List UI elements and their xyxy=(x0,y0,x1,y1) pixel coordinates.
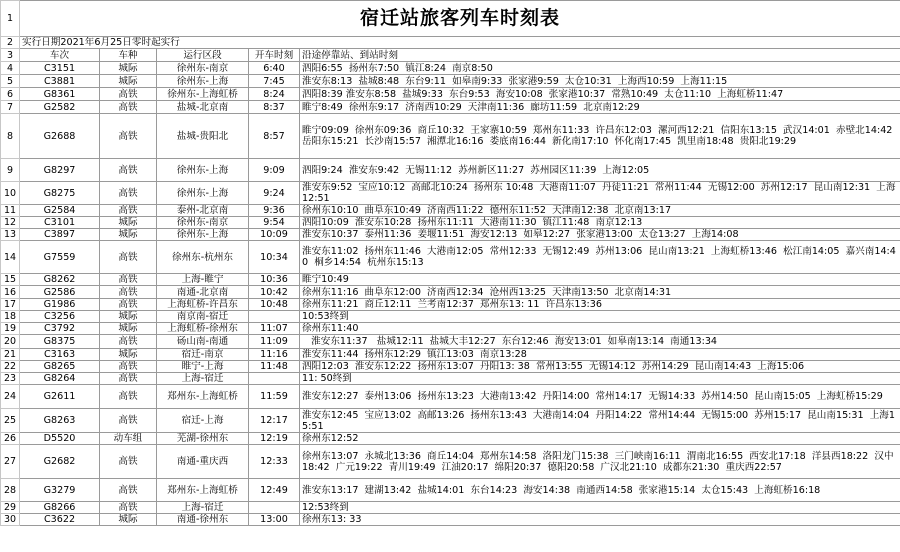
table-row xyxy=(1,433,900,445)
departure-time-cell[interactable] xyxy=(249,373,300,385)
column-header: 开车时刻 xyxy=(249,49,300,62)
route-section-cell[interactable]: 宿迁-上海 xyxy=(157,409,249,433)
train-number-cell[interactable]: C3881 xyxy=(20,75,100,88)
table-row xyxy=(1,311,900,323)
departure-time-cell[interactable]: 9:24 xyxy=(249,182,300,205)
train-number-cell[interactable]: G2682 xyxy=(20,445,100,479)
table-row xyxy=(1,274,900,286)
stops-cell[interactable]: 睢宁10:49 xyxy=(300,274,900,286)
table-row xyxy=(1,62,900,75)
train-type-cell[interactable]: 高铁 xyxy=(100,361,157,373)
train-type-cell[interactable]: 高铁 xyxy=(100,479,157,502)
stops-cell[interactable]: 12:53终到 xyxy=(300,502,900,514)
departure-time-cell[interactable]: 9:09 xyxy=(249,159,300,182)
table-row xyxy=(1,205,900,217)
stops-cell[interactable]: 泗阳6:55 扬州东7:50 镇江8:24 南京8:50 xyxy=(300,62,900,75)
departure-time-cell[interactable]: 12:19 xyxy=(249,433,300,445)
row-header[interactable]: 23 xyxy=(1,373,20,385)
table-row xyxy=(1,373,900,385)
train-type-cell[interactable]: 高铁 xyxy=(100,502,157,514)
train-number-cell[interactable]: C3792 xyxy=(20,323,100,335)
departure-time-cell[interactable]: 9:54 xyxy=(249,217,300,229)
stops-cell[interactable]: 睢宁8:49 徐州东9:17 济南西10:29 天津南11:36 廊坊11:59 北京南12:29 xyxy=(300,101,900,114)
table-row xyxy=(1,479,900,502)
row-header[interactable]: 28 xyxy=(1,479,20,502)
train-type-cell[interactable]: 高铁 xyxy=(100,205,157,217)
train-type-cell[interactable]: 高铁 xyxy=(100,114,157,159)
train-type-cell[interactable]: 高铁 xyxy=(100,182,157,205)
row-header[interactable]: 11 xyxy=(1,205,20,217)
train-number-cell[interactable]: G8275 xyxy=(20,182,100,205)
train-type-cell[interactable]: 高铁 xyxy=(100,409,157,433)
route-section-cell[interactable]: 上海虹桥-许昌东 xyxy=(157,299,249,311)
row-header[interactable]: 4 xyxy=(1,62,20,75)
departure-time-cell[interactable]: 8:24 xyxy=(249,88,300,101)
route-section-cell[interactable]: 上海虹桥-徐州东 xyxy=(157,323,249,335)
table-row xyxy=(1,445,900,479)
train-type-cell[interactable]: 城际 xyxy=(100,62,157,75)
row-header[interactable]: 27 xyxy=(1,445,20,479)
table-row xyxy=(1,385,900,409)
route-section-cell[interactable]: 徐州东-上海 xyxy=(157,182,249,205)
stops-cell[interactable]: 徐州东11:16 曲阜东12:00 济南西12:34 沧州西13:25 天津南13:50 北京南14:31 xyxy=(300,286,900,299)
departure-time-cell[interactable]: 11:09 xyxy=(249,335,300,349)
row-header[interactable]: 22 xyxy=(1,361,20,373)
stops-cell[interactable]: 淮安东11:37 盐城12:11 盐城大丰12:27 东台12:46 海安13:01 如皋南13:14 南通13:34 xyxy=(300,335,900,349)
departure-time-cell[interactable]: 12:49 xyxy=(249,479,300,502)
route-section-cell[interactable]: 盐城-北京南 xyxy=(157,101,249,114)
row-header[interactable]: 25 xyxy=(1,409,20,433)
departure-time-cell[interactable]: 11:48 xyxy=(249,361,300,373)
departure-time-cell[interactable] xyxy=(249,502,300,514)
row-header[interactable]: 20 xyxy=(1,335,20,349)
train-number-cell[interactable]: G8263 xyxy=(20,409,100,433)
route-section-cell[interactable]: 徐州东-上海 xyxy=(157,159,249,182)
stops-cell[interactable]: 淮安东10:37 泰州11:36 姜堰11:51 海安12:13 如皋12:27 张家港13:00 太仓13:27 上海14:08 xyxy=(300,229,900,241)
departure-time-cell[interactable]: 10:34 xyxy=(249,241,300,274)
table-row xyxy=(1,159,900,182)
departure-time-cell[interactable] xyxy=(249,311,300,323)
stops-cell[interactable]: 淮安东13:17 建湖13:42 盐城14:01 东台14:23 海安14:38 南通西14:58 张家港15:14 太仓15:43 上海虹桥16:18 xyxy=(300,479,900,502)
row-header[interactable]: 17 xyxy=(1,299,20,311)
stops-cell[interactable]: 淮安东8:13 盐城8:48 东台9:11 如皋南9:33 张家港9:59 太仓10:31 上海西10:59 上海11:15 xyxy=(300,75,900,88)
table-row xyxy=(1,114,900,159)
train-number-cell[interactable]: G2688 xyxy=(20,114,100,159)
table-row xyxy=(1,88,900,101)
table-row xyxy=(1,409,900,433)
departure-time-cell[interactable]: 7:45 xyxy=(249,75,300,88)
route-section-cell[interactable]: 徐州东-上海虹桥 xyxy=(157,88,249,101)
stops-cell[interactable]: 徐州东13:07 永城北13:36 商丘14:04 郑州东14:58 洛阳龙门15:38 三门峡南16:11 渭南北16:55 西安北17:18 洋县西18:22 汉中18:42 广元19:22 青川19:49 江油20:17 绵阳20:37 德阳20:58 广汉北21:10 成都东21:30 重庆西22:57 xyxy=(300,445,900,479)
train-type-cell[interactable]: 高铁 xyxy=(100,373,157,385)
departure-time-cell[interactable]: 13:00 xyxy=(249,514,300,526)
stops-cell[interactable]: 淮安东11:44 扬州东12:29 镇江13:03 南京13:28 xyxy=(300,349,900,361)
train-type-cell[interactable]: 高铁 xyxy=(100,274,157,286)
table-row xyxy=(1,502,900,514)
route-section-cell[interactable]: 上海-宿迁 xyxy=(157,502,249,514)
train-number-cell[interactable]: G8265 xyxy=(20,361,100,373)
train-type-cell[interactable]: 城际 xyxy=(100,229,157,241)
stops-cell[interactable]: 10:53终到 xyxy=(300,311,900,323)
route-section-cell[interactable]: 南通-徐州东 xyxy=(157,514,249,526)
route-section-cell[interactable]: 上海-宿迁 xyxy=(157,373,249,385)
route-section-cell[interactable]: 宿迁-南京 xyxy=(157,349,249,361)
departure-time-cell[interactable]: 8:37 xyxy=(249,101,300,114)
train-type-cell[interactable]: 高铁 xyxy=(100,335,157,349)
stops-cell[interactable]: 徐州东11:40 xyxy=(300,323,900,335)
row-header[interactable]: 1 xyxy=(1,1,20,37)
route-section-cell[interactable]: 郑州东-上海虹桥 xyxy=(157,479,249,502)
stops-cell[interactable]: 徐州东10:10 曲阜东10:49 济南西11:22 德州东11:52 天津南12:38 北京南13:17 xyxy=(300,205,900,217)
table-row xyxy=(1,229,900,241)
departure-time-cell[interactable]: 10:09 xyxy=(249,229,300,241)
train-type-cell[interactable]: 高铁 xyxy=(100,159,157,182)
effective-date: 实行日期2021年6月25日零时起实行 xyxy=(20,37,900,49)
table-row xyxy=(1,349,900,361)
train-number-cell[interactable]: G7559 xyxy=(20,241,100,274)
route-section-cell[interactable]: 芜湖-徐州东 xyxy=(157,433,249,445)
train-type-cell[interactable]: 高铁 xyxy=(100,286,157,299)
departure-time-cell[interactable]: 11:07 xyxy=(249,323,300,335)
train-type-cell[interactable]: 城际 xyxy=(100,514,157,526)
departure-time-cell[interactable]: 10:42 xyxy=(249,286,300,299)
row-header[interactable]: 26 xyxy=(1,433,20,445)
table-row xyxy=(1,217,900,229)
row-header[interactable]: 5 xyxy=(1,75,20,88)
stops-cell[interactable]: 淮安东12:45 宝应13:02 高邮13:26 扬州东13:43 大港南14:04 丹阳14:22 常州14:44 无锡15:00 苏州15:17 昆山南15:31 上海15:51 xyxy=(300,409,900,433)
column-header: 车次 xyxy=(20,49,100,62)
route-section-cell[interactable]: 徐州东-南京 xyxy=(157,217,249,229)
route-section-cell[interactable]: 上海-睢宁 xyxy=(157,274,249,286)
table-row xyxy=(1,361,900,373)
departure-time-cell[interactable]: 12:33 xyxy=(249,445,300,479)
departure-time-cell[interactable]: 10:48 xyxy=(249,299,300,311)
row-header[interactable]: 24 xyxy=(1,385,20,409)
train-number-cell[interactable]: C3151 xyxy=(20,62,100,75)
train-number-cell[interactable]: D5520 xyxy=(20,433,100,445)
stops-cell[interactable]: 徐州东13: 33 xyxy=(300,514,900,526)
train-type-cell[interactable]: 高铁 xyxy=(100,241,157,274)
departure-time-cell[interactable]: 11:59 xyxy=(249,385,300,409)
table-row xyxy=(1,299,900,311)
stops-cell[interactable]: 徐州东12:52 xyxy=(300,433,900,445)
train-type-cell[interactable]: 高铁 xyxy=(100,385,157,409)
stops-cell[interactable]: 淮安东11:02 扬州东11:46 大港南12:05 常州12:33 无锡12:49 苏州13:06 昆山南13:21 上海虹桥13:46 松江南14:05 嘉兴南14:40 桐乡14:54 杭州东15:13 xyxy=(300,241,900,274)
route-section-cell[interactable]: 徐州东-杭州东 xyxy=(157,241,249,274)
route-section-cell[interactable]: 徐州东-上海 xyxy=(157,75,249,88)
row-header[interactable]: 21 xyxy=(1,349,20,361)
table-row xyxy=(1,182,900,205)
train-number-cell[interactable]: G2586 xyxy=(20,286,100,299)
stops-cell[interactable]: 淮安东9:52 宝应10:12 高邮北10:24 扬州东 10:48 大港南11:07 丹徒11:21 常州11:44 无锡12:00 苏州12:17 昆山南12:31 上海12:51 xyxy=(300,182,900,205)
stops-cell[interactable]: 11: 50终到 xyxy=(300,373,900,385)
route-section-cell[interactable]: 南通-重庆西 xyxy=(157,445,249,479)
row-header[interactable]: 16 xyxy=(1,286,20,299)
train-number-cell[interactable]: C3101 xyxy=(20,217,100,229)
train-number-cell[interactable]: C3256 xyxy=(20,311,100,323)
row-header[interactable]: 3 xyxy=(1,49,20,62)
route-section-cell[interactable]: 南通-北京南 xyxy=(157,286,249,299)
train-number-cell[interactable]: G2611 xyxy=(20,385,100,409)
train-number-cell[interactable]: G8266 xyxy=(20,502,100,514)
table-row xyxy=(1,241,900,274)
row-header[interactable]: 15 xyxy=(1,274,20,286)
row-header[interactable]: 7 xyxy=(1,101,20,114)
train-number-cell[interactable]: G8297 xyxy=(20,159,100,182)
train-type-cell[interactable]: 动车组 xyxy=(100,433,157,445)
departure-time-cell[interactable]: 9:36 xyxy=(249,205,300,217)
train-type-cell[interactable]: 城际 xyxy=(100,217,157,229)
row-header[interactable]: 12 xyxy=(1,217,20,229)
departure-time-cell[interactable]: 6:40 xyxy=(249,62,300,75)
row-header[interactable]: 18 xyxy=(1,311,20,323)
table-row xyxy=(1,335,900,349)
column-header: 沿途停靠站、到站时刻 xyxy=(300,49,900,62)
train-type-cell[interactable]: 高铁 xyxy=(100,445,157,479)
stops-cell[interactable]: 徐州东11:21 商丘12:11 兰考南12:37 郑州东13: 11 许昌东13:36 xyxy=(300,299,900,311)
row-header[interactable]: 6 xyxy=(1,88,20,101)
route-section-cell[interactable]: 睢宁-上海 xyxy=(157,361,249,373)
stops-cell[interactable]: 睢宁09:09 徐州东09:36 商丘10:32 王家寨10:59 郑州东11:33 许昌东12:03 漯河西12:21 信阳东13:15 武汉14:01 赤壁北14:42 岳阳东15:21 长沙南15:57 湘潭北16:16 娄底南16:44 新化南17:10 怀化南17:45 凯里南18:48 贵阳北19:29 xyxy=(300,114,900,159)
train-type-cell[interactable]: 高铁 xyxy=(100,88,157,101)
train-type-cell[interactable]: 城际 xyxy=(100,75,157,88)
column-header: 车种 xyxy=(100,49,157,62)
route-section-cell[interactable]: 徐州东-上海 xyxy=(157,229,249,241)
route-section-cell[interactable]: 南京南-宿迁 xyxy=(157,311,249,323)
train-number-cell[interactable]: G1986 xyxy=(20,299,100,311)
train-number-cell[interactable]: G8361 xyxy=(20,88,100,101)
row-header[interactable]: 30 xyxy=(1,514,20,526)
route-section-cell[interactable]: 徐州东-南京 xyxy=(157,62,249,75)
train-type-cell[interactable]: 高铁 xyxy=(100,299,157,311)
train-number-cell[interactable]: G8264 xyxy=(20,373,100,385)
table-row xyxy=(1,514,900,526)
table-row xyxy=(1,286,900,299)
stops-cell[interactable]: 泗阳12:03 淮安东12:22 扬州东13:07 丹阳13: 38 常州13:55 无锡14:12 苏州14:29 昆山南14:43 上海15:06 xyxy=(300,361,900,373)
row-header[interactable]: 19 xyxy=(1,323,20,335)
train-number-cell[interactable]: G3279 xyxy=(20,479,100,502)
stops-cell[interactable]: 泗阳10:09 淮安东10:28 扬州东11:11 大港南11:30 镇江11:48 南京12:13 xyxy=(300,217,900,229)
row-header[interactable]: 29 xyxy=(1,502,20,514)
row-header[interactable]: 2 xyxy=(1,37,20,49)
stops-cell[interactable]: 泗阳9:24 淮安东9:42 无锡11:12 苏州新区11:27 苏州园区11:39 上海12:05 xyxy=(300,159,900,182)
row-header[interactable]: 14 xyxy=(1,241,20,274)
route-section-cell[interactable]: 泰州-北京南 xyxy=(157,205,249,217)
column-header: 运行区段 xyxy=(157,49,249,62)
row-header[interactable]: 10 xyxy=(1,182,20,205)
departure-time-cell[interactable]: 11:16 xyxy=(249,349,300,361)
train-number-cell[interactable]: C3622 xyxy=(20,514,100,526)
table-row xyxy=(1,75,900,88)
table-row xyxy=(1,101,900,114)
stops-cell[interactable]: 淮安东12:27 泰州13:06 扬州东13:23 大港南13:42 丹阳14:00 常州14:17 无锡14:33 苏州14:50 昆山南15:05 上海虹桥15:29 xyxy=(300,385,900,409)
departure-time-cell[interactable]: 8:57 xyxy=(249,114,300,159)
route-section-cell[interactable]: 盐城-贵阳北 xyxy=(157,114,249,159)
train-type-cell[interactable]: 城际 xyxy=(100,323,157,335)
route-section-cell[interactable]: 砀山南-南通 xyxy=(157,335,249,349)
departure-time-cell[interactable]: 12:17 xyxy=(249,409,300,433)
table-row xyxy=(1,323,900,335)
train-number-cell[interactable]: G2582 xyxy=(20,101,100,114)
stops-cell[interactable]: 泗阳8:39 淮安东8:58 盐城9:33 东台9:53 海安10:08 张家港10:37 常熟10:49 太仓11:10 上海虹桥11:47 xyxy=(300,88,900,101)
row-header[interactable]: 13 xyxy=(1,229,20,241)
departure-time-cell[interactable]: 10:36 xyxy=(249,274,300,286)
row-header[interactable]: 8 xyxy=(1,114,20,159)
train-type-cell[interactable]: 高铁 xyxy=(100,101,157,114)
train-number-cell[interactable]: G8262 xyxy=(20,274,100,286)
train-type-cell[interactable]: 城际 xyxy=(100,349,157,361)
train-number-cell[interactable]: C3897 xyxy=(20,229,100,241)
train-number-cell[interactable]: G8375 xyxy=(20,335,100,349)
train-number-cell[interactable]: G2584 xyxy=(20,205,100,217)
sheet-title: 宿迁站旅客列车时刻表 xyxy=(20,1,900,37)
row-header[interactable]: 9 xyxy=(1,159,20,182)
route-section-cell[interactable]: 郑州东-上海虹桥 xyxy=(157,385,249,409)
train-number-cell[interactable]: C3163 xyxy=(20,349,100,361)
train-type-cell[interactable]: 城际 xyxy=(100,311,157,323)
